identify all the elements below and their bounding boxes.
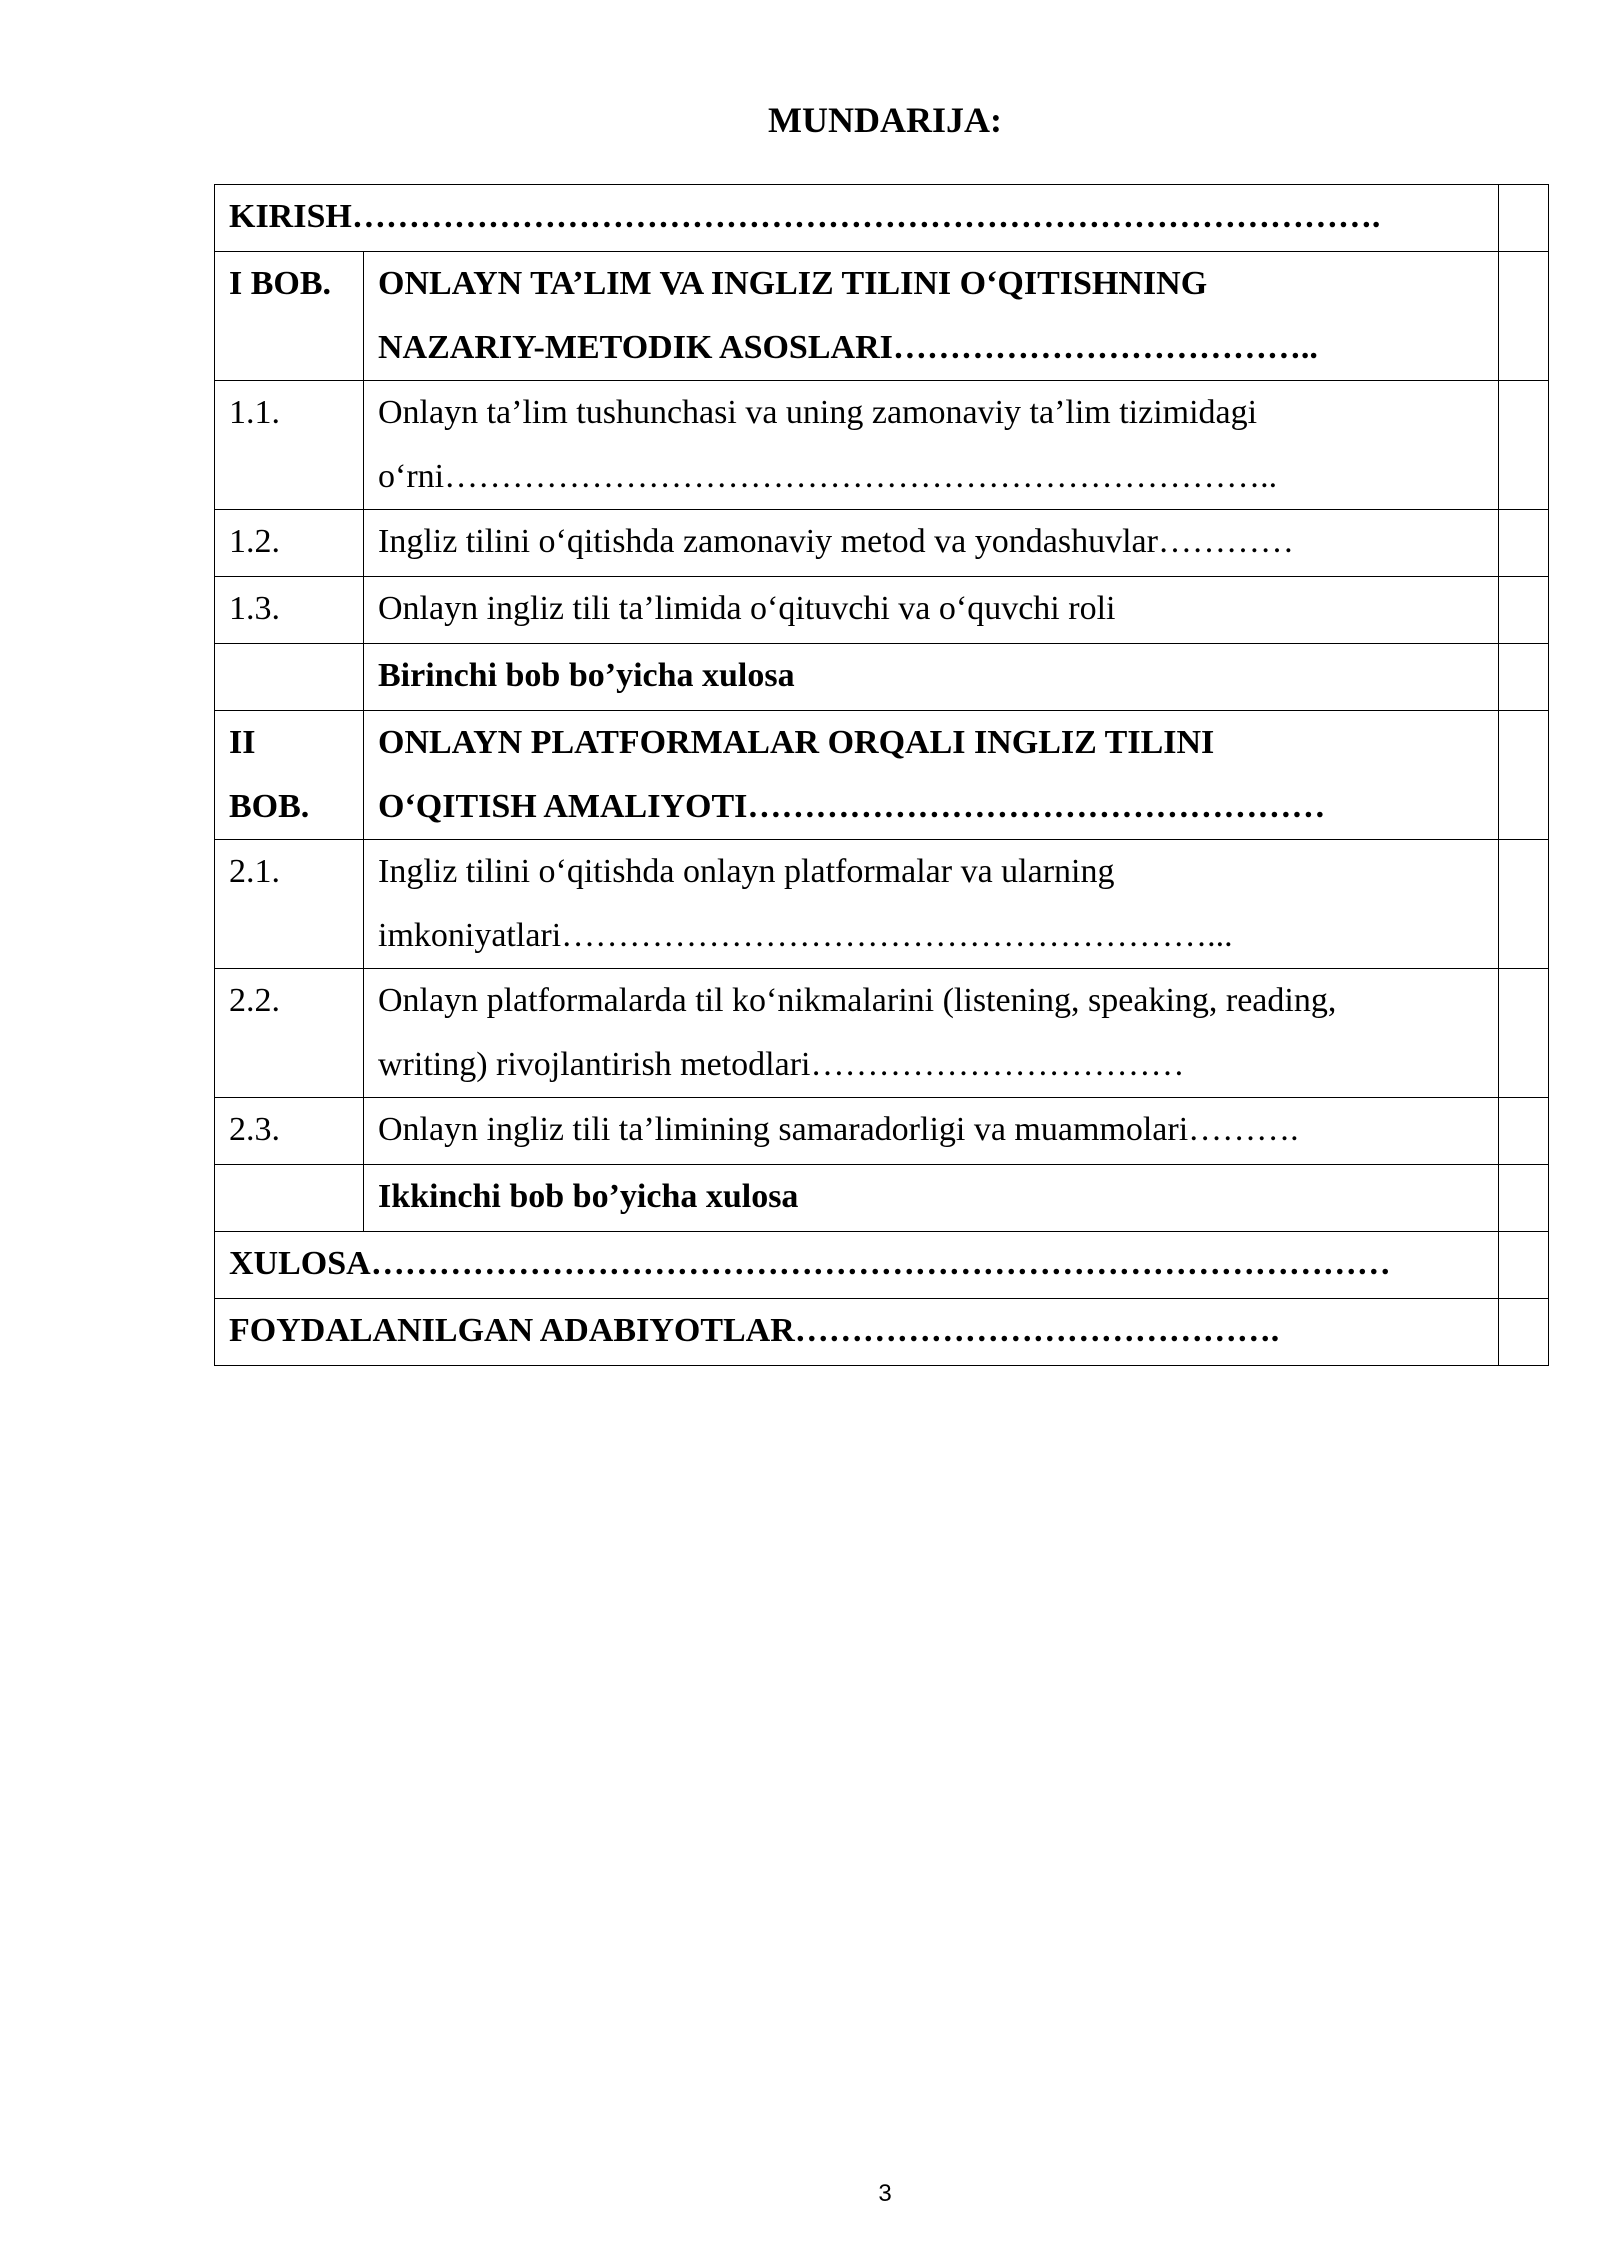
page-title: MUNDARIJA: [768, 100, 1002, 140]
section-title [364, 969, 1499, 1098]
toc-row-1-3 [215, 577, 1549, 644]
chapter-title [364, 711, 1499, 840]
toc-row-bob1 [215, 252, 1549, 381]
chapter-number-line: BOB. [229, 788, 310, 825]
chapter-title [364, 252, 1499, 381]
section-title-line: o‘rni……………………………………………………………….. [378, 458, 1278, 495]
toc-row-1-2 [215, 510, 1549, 577]
page-cell [1499, 1232, 1549, 1299]
toc-row-2-3 [215, 1098, 1549, 1165]
toc-row-xulosa [215, 1232, 1549, 1299]
page-cell [1499, 510, 1549, 577]
page-cell [1499, 1098, 1549, 1165]
chapter-number-line: II [229, 724, 256, 761]
page-cell [1499, 1299, 1549, 1366]
toc-entry-kirish: KIRISH………………………………………………………………………………. [215, 185, 1499, 252]
page-cell [1499, 840, 1549, 969]
chapter-title-line: ONLAYN PLATFORMALAR ORQALI INGLIZ TILINI [378, 724, 1215, 761]
chapter-title-line: O‘QITISH AMALIYOTI…………………………………………… [378, 788, 1326, 825]
chapter-title-line: ONLAYN TA’LIM VA INGLIZ TILINI O‘QITISHNING [378, 265, 1208, 302]
empty-number-cell [215, 1165, 364, 1232]
toc-row-1-1 [215, 381, 1549, 510]
section-title-line: Ingliz tilini o‘qitishda onlayn platformalar va ularning [378, 853, 1115, 890]
page-number: 3 [878, 2180, 892, 2207]
section-title: Onlayn ingliz tili ta’limida o‘qituvchi va o‘quvchi roli [364, 577, 1499, 644]
page-cell [1499, 577, 1549, 644]
empty-number-cell [215, 644, 364, 711]
page-cell [1499, 969, 1549, 1098]
toc-row-bob1-conclusion [215, 644, 1549, 711]
section-number: 1.3. [215, 577, 364, 644]
section-number: 2.3. [215, 1098, 364, 1165]
section-number: 2.2. [215, 969, 364, 1098]
chapter-number: I BOB. [215, 252, 364, 381]
chapter-title-line: NAZARIY-METODIK ASOSLARI……………………………….. [378, 329, 1318, 366]
section-title-line: imkoniyatlari…………………………………………………... [378, 917, 1233, 954]
page-cell [1499, 1165, 1549, 1232]
page-cell [1499, 185, 1549, 252]
section-title-line: Onlayn ta’lim tushunchasi va uning zamonaviy ta’lim tizimidagi [378, 394, 1258, 431]
section-number: 2.1. [215, 840, 364, 969]
chapter-conclusion: Birinchi bob bo’yicha xulosa [364, 644, 1499, 711]
toc-row-bob2 [215, 711, 1549, 840]
page-cell [1499, 644, 1549, 711]
page-cell [1499, 381, 1549, 510]
section-title-line: Onlayn platformalarda til ko‘nikmalarini (listening, speaking, reading, [378, 982, 1337, 1019]
toc-row-2-1 [215, 840, 1549, 969]
section-number: 1.1. [215, 381, 364, 510]
section-title: Ingliz tilini o‘qitishda zamonaviy metod va yondashuvlar………… [364, 510, 1499, 577]
section-title: Onlayn ingliz tili ta’limining samaradorligi va muammolari………. [364, 1098, 1499, 1165]
toc-entry-adabiyotlar: FOYDALANILGAN ADABIYOTLAR……………………………………. [215, 1299, 1499, 1366]
toc-row-adabiyotlar [215, 1299, 1549, 1366]
page-cell [1499, 252, 1549, 381]
section-title [364, 381, 1499, 510]
toc-entry-xulosa: XULOSA……………………………………………………………………………… [215, 1232, 1499, 1299]
table-of-contents [214, 184, 1549, 1366]
toc-row-2-2 [215, 969, 1549, 1098]
toc-row-kirish [215, 185, 1549, 252]
chapter-number [215, 711, 364, 840]
section-number: 1.2. [215, 510, 364, 577]
section-title-line: writing) rivojlantirish metodlari…………………………… [378, 1046, 1185, 1083]
chapter-conclusion: Ikkinchi bob bo’yicha xulosa [364, 1165, 1499, 1232]
section-title [364, 840, 1499, 969]
page-cell [1499, 711, 1549, 840]
toc-row-bob2-conclusion [215, 1165, 1549, 1232]
